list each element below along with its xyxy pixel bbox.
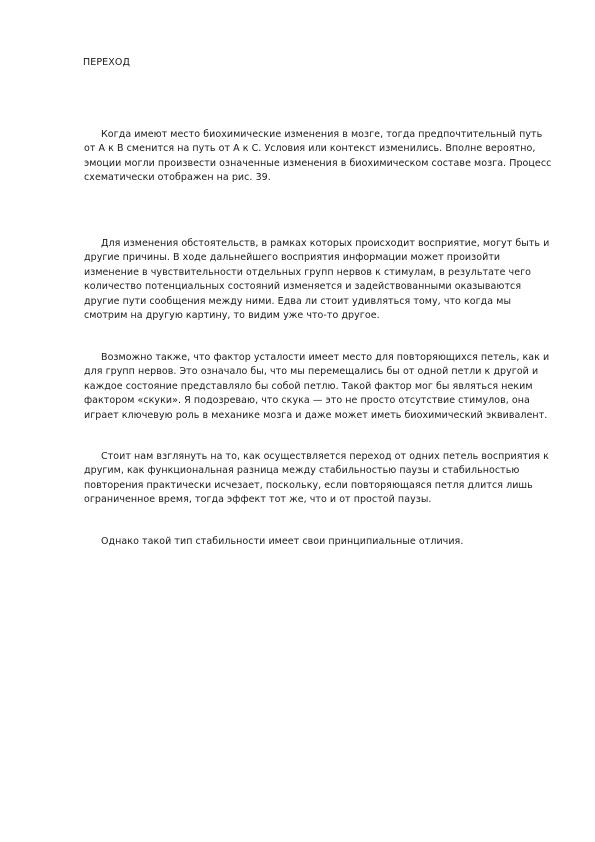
- paragraph-4: Стоит нам взглянуть на то, как осуществляется переход от одних петель восприятия к другим, как функциональная разница между стабильностью паузы и стабильностью повторения практически исчезает, поскольку, если повторяющаяся петля длится лишь ограниченное время, тогда эффект тот же, что и от простой паузы.: [84, 451, 549, 506]
- page-title: ПЕРЕХОД: [83, 57, 130, 68]
- paragraph-3: Возможно также, что фактор усталости имеет место для повторяющихся петель, как и для групп нервов. Это означало бы, что мы перемещались бы от одной петли к другой и каждое состояние представляло бы собой петлю. Такой фактор мог бы являться неким фактором «скуки». Я подозреваю, что скука — это не просто отсутствие стимулов, она играет ключевую роль в механике мозга и даже может иметь биохимический эквивалент.: [84, 352, 550, 421]
- paragraph-2: Для изменения обстоятельств, в рамках которых происходит восприятие, могут быть и другие причины. В ходе дальнейшего восприятия информации может произойти изменение в чувствительности отдельных групп нервов к стимулам, в результате чего количество потенциальных состояний изменяется и задействованными оказываются другие пути сообщения между ними. Едва ли стоит удивляться тому, что когда мы смотрим на другую картину, то видим уже что-то другое.: [84, 238, 550, 322]
- paragraph-1: Когда имеют место биохимические изменения в мозге, тогда предпочтительный путь от А к В сменится на путь от А к С. Условия или контекст изменились. Вполне вероятно, эмоции могли произвести означенные изменения в биохимическом составе мозга. Процесс схематически отображен на рис. 39.: [84, 129, 552, 184]
- paragraph-5: Однако такой тип стабильности имеет свои принципиальные отличия.: [101, 536, 464, 547]
